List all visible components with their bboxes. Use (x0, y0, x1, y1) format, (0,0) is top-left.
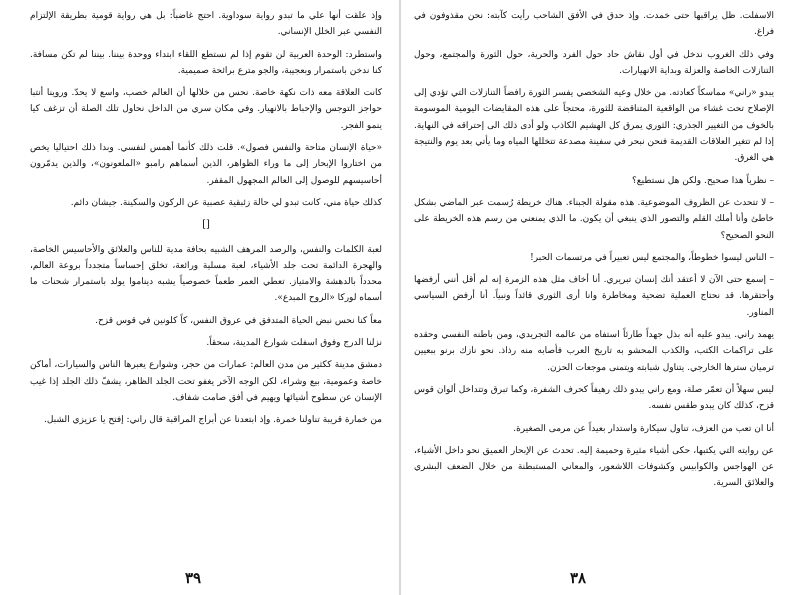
section-divider: [] (202, 219, 210, 231)
paragraph: – لا تتحدث عن الظروف الموضوعية. هذه مقولة الجبناء. هناك خريطة رُسمت عبر الماضي بشكل خاطئ وأنا أملك القلم والتصور الذي ينبغي أن يكون. ما الذي يمنعني من رسم هذه الخريطة على النحو الصحيح؟ (414, 197, 774, 241)
page-number: ٣٩ (185, 569, 202, 587)
paragraph: لعبة الكلمات والنفس، والرصد المرهف الشبيه بحافة مدية للناس والعلائق والأحاسيس الخاصة، والهجرة الدائمة تحت جلد الأشياء، لعبة مسلية ورائعة، تخلق إحساساً متجدداً بروعة العالم، محدداً بالدهشة والامتياز. تعطي العمر طعماً خصوصياً يشبه ديناموا يولد باستمرار شحنات ما أسماه لوركا «الروح المبدع». (30, 244, 382, 304)
paragraph: – نظرياً هذا صحيح. ولكن هل نستطيع؟ (632, 175, 774, 186)
paragraph: «حياة الإنسان متاحة والنفس فصول». قلت ذلك كأنما أهمس لنفسي. وبدا ذلك احتياليا يخص من اختاروا الإبحار إلى ما وراء الظواهر، الذين أسماهم رامبو «الملعونون»، والذين يدمّرون أحاسيسهم للوصول إلى العالم المجهول المقفر. (30, 143, 382, 186)
paragraph: الاسفلت. ظل يراقبها حتى خمدت. وإذ حدق في الأفق الشاحب رأيت كآبته: نحن مقذوفون في فراغ. (414, 11, 774, 38)
paragraph: دمشق مدينة ككثير من مدن العالم: عمارات من حجر، وشوارع يعبرها الناس والسيارات، أماكن خاصة وعمومية، بيع وشراء، لكن الوجه الآخر يغفو تحت الجلد الظاهر، يشفّ ذلك الجلد إذا غيب الإنسان عن سطوح أشيائها ويهيم في أفق صامت شفاف. (30, 360, 382, 403)
right-page-text (414, 8, 774, 492)
paragraph: أنا ان تعب من العزف، تناول سيكارة واستدار بعيداً عن مرمى الصغيرة. (513, 423, 774, 434)
paragraph: معاً كنا نحس نبض الحياة المتدفق في عروق النفس، كاً كلونين في قوس قزح. (95, 315, 382, 326)
paragraph: يهمد راني. يبدو عليه أنه بذل جهداً طارئاً استفاه من عالمه التجريدي، ومن باطنه النفسي وحقده على تراكمات الكتب، والكذب المحشو به تاريخ العرب فأصابه منه رذاذ. نحو نازك برنو ببعيين ترميان سترها الخارجي. يتناول شبابته ويتمنى موجعات الحزن. (414, 330, 774, 373)
paragraph: يبدو «راني» مماسكاً كعادته. من خلال وعيه الشخصي يفسر الثورة رافضاً التنازلات التي تؤدي إلى الإصلاح تحت غشاء من الواقعية المتناقضة للثورة، محتجاً على هذه المقايضات اليومية الموسومة بالخوف من التغيير الجذري: الثوري يمرق كل الهشيم الكاذب ولو أدى ذلك الى إحتراقه في النهاية. إذا لم تتغير العلاقات القديمة فنحن نبحر في سفينة مصدعة تتخللها المياه وما يأتي بعد يوم والنتيجة هي الغرق. (414, 88, 774, 164)
paragraph: نزلنا الدرج وفوق اسفلت شوارع المدينة، سحقاً. (206, 338, 382, 349)
paragraph: كانت العلاقة معه ذات نكهة خاصة. نحس من خلالها أن العالم خصب، واسع لا يحدّ. وروينا أنتبا حواجز التوجس والإحباط بالانهيار. وفي مكان سري من الداخل نحاول تلك الصلة أن تزغف كيا ينمو الفجر. (30, 88, 382, 131)
paragraph: كذلك حياة مني، كانت تبدو لي حالة زئبقية عصبية عن الركون والسكينة. جيشان دائم. (70, 197, 382, 208)
paragraph: من خمارة قريبة تناولنا خمرة. وإذ ابتعدنا عن أبراج المراقبة قال راني: إفتح يا عزيزي الشبل. (44, 415, 382, 426)
paragraph: ليس سهلاً أن تعمّر صلة، ومع راني يبدو ذلك رهيفاً كحرف الشفرة، وكما تبرق وتتداخل ألوان قوس قزح، كذلك كان يبدو طقس نفسه. (414, 384, 774, 412)
paragraph: – الناس ليسوا خطوطاً، والمجتمع ليس تعبيراً في مرتسمات الحبر! (530, 252, 774, 263)
page-number: ٣٨ (570, 569, 587, 587)
paragraph: – إسمع حتى الآن لا أعتقد أنك إنسان تبريري. أنا أخاف مثل هذه الزمرة إنه لم أقل أنني أرفضها وأحتقرها. قد نحتاج العملية تضحية ومخاطرة وانا أرى الثوري قائداً ونبياً. أنا أرفض السياسي المناور. (414, 275, 774, 318)
paragraph: وفي ذلك الغروب ندخل في أول نقاش حاد حول الفرد والحرية، حول الثورة والمجتمع، وحول التنازلات الخاصة والعزلة وبداية الانهيارات. (414, 49, 774, 76)
paragraph: واستطرد: الوحدة العربية لن تقوم إذا لم نستطع اللقاء ابتداء ووحدة بيننا. بيننا لم تكن مسافة. كنا ندخن باستمرار وبعجيبة، والجو مترع برائحة صميمية. (30, 49, 382, 76)
right-page (400, 0, 800, 595)
left-page-text (30, 8, 382, 429)
paragraph: وإذ علقت أنها علي ما تبدو رواية سوداوية. احتج غاضباً: بل هي رواية قومية بطريقة الإلتزام النفسي عبر الخلل الإنساني. (30, 11, 382, 38)
paragraph: عن روايته التي يكتبها، حكى أشياء مثيرة وحميمة إليه. تحدث عن الإبحار العميق نحو داخل الأشياء، عن الهواجس والكوابيس وكشوفات اللاشعور، والمعاني المستبطنة من خلال الضعف البشري والعلائق السرية. (414, 445, 774, 489)
